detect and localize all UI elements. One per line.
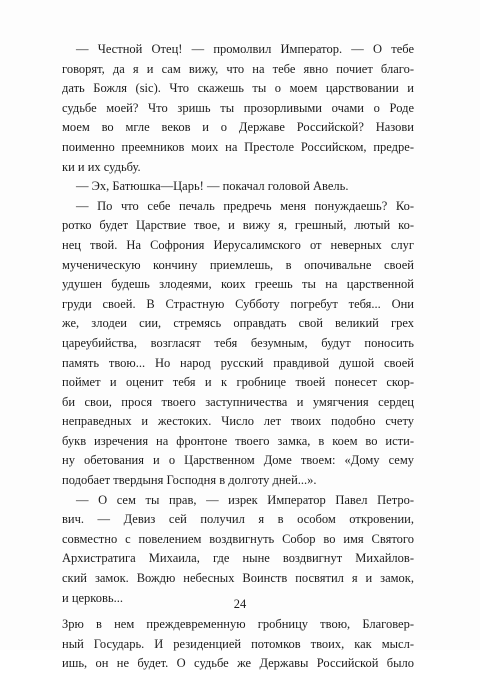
text-line: удушен будешь злодеями, коих греешь ты на царственной [62, 277, 414, 292]
text-line: нец твой. На Софрония Иерусалимского от неверных слуг [62, 237, 414, 252]
text-line: мученическую кончину приемлешь, в опочивальне своей [62, 257, 414, 272]
text-line: груди своей. В Страстную Субботу погребут тебя... Они [62, 296, 414, 311]
text-line: ный Государь. И резиденцией потомков твоих, как мысл- [62, 636, 414, 651]
paragraph [62, 177, 414, 197]
text-line: Зрю в нем преждевременную гробницу твою, Благовер- [62, 617, 414, 632]
text-line: и церковь... [62, 590, 123, 605]
text-line: цареубийства, возгласят тебя безумным, будут поносить [62, 335, 414, 350]
text-line: Архистратига Михаила, где ныне воздвигнут Михайлов- [62, 551, 414, 566]
text-line: вич. — Девиз сей получил я в особом откровении, [62, 512, 414, 527]
text-line: ский замок. Вождю небесных Воинств посвятил я и замок, [62, 571, 414, 586]
text-line: — По что себе печаль предречь меня понуждаешь? Ко- [76, 198, 414, 213]
text-line: букв изречения на фронтоне твоего замка, в коем во исти- [62, 433, 414, 448]
text-line: моем во мгле веков и о Державе Российской? Назови [62, 120, 414, 135]
text-line: подобает твердыня Господня в долготу дней...». [62, 473, 317, 488]
text-line: судьбе моей? Что зришь ты прозорливыми очами о Роде [62, 100, 414, 115]
text-line: — Честной Отец! — промолвил Император. — О тебе [76, 42, 414, 56]
paragraph [62, 40, 414, 177]
text-line: — Эх, Батюшка—Царь! — покачал головой Авель. [76, 179, 349, 194]
text-line: неправедных и жестоких. Число лет твоих подобно счету [62, 414, 414, 429]
text-line: ки и их судьбу. [62, 159, 141, 174]
text-line: поименно преемников моих на Престоле Российском, предре- [62, 139, 414, 154]
paragraph [62, 197, 414, 491]
text-line: совместно с повелением воздвигнуть Собор во имя Святого [62, 531, 414, 546]
text-line: би свои, прося твоего заступничества и умягчения сердец [62, 394, 414, 409]
body-text [62, 40, 414, 674]
paragraph [62, 491, 414, 609]
page-number: 24 [233, 597, 247, 611]
text-line: — О сем ты прав, — изрек Император Павел Петро- [76, 492, 414, 507]
text-line: говорят, да я и сам вижу, что на тебе явно почиет благо- [62, 61, 414, 76]
text-line: поймет и оценит тебя и к гробнице твоей понесет скор- [62, 375, 414, 390]
text-line: ну обетования и о Царственном Доме твоем: «Дому сему [62, 453, 414, 468]
text-line: память твою... Но народ русский правдивой душой своей [62, 355, 414, 370]
text-line: дать Божля (sic). Что скажешь ты о моем царствовании и [62, 81, 414, 96]
text-line: ишь, он не будет. О судьбе же Державы Российской было [62, 656, 414, 671]
paragraph [62, 615, 414, 674]
text-line: ротко будет Царствие твое, и вижу я, грешный, лютый ко- [62, 218, 414, 233]
text-line: же, злодеи сии, стремясь оправдать свой великий грех [62, 316, 414, 331]
